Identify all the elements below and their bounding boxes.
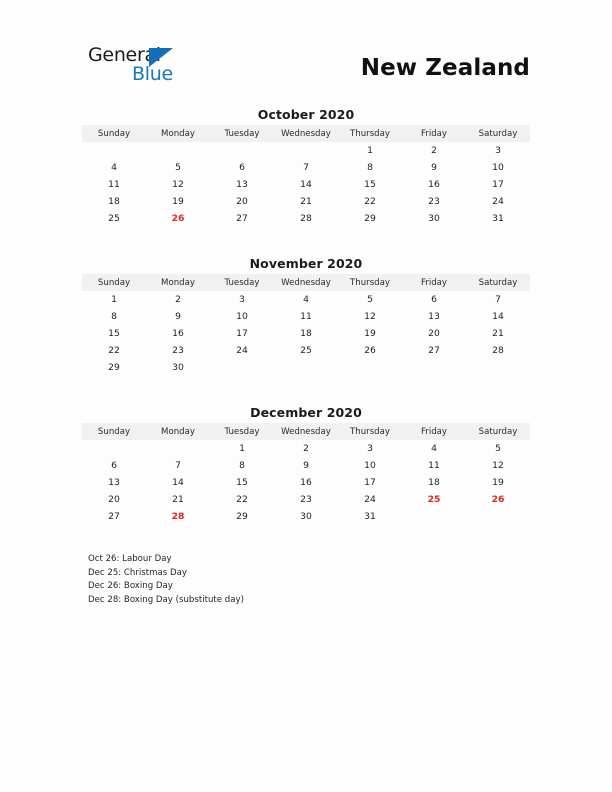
calendar-day: 25 xyxy=(108,213,120,224)
calendar-day-empty xyxy=(274,142,338,159)
calendar-day: 18 xyxy=(300,328,312,339)
calendar-day: 10 xyxy=(492,162,504,173)
calendar-day-empty xyxy=(146,142,210,159)
logo-text-general: General xyxy=(88,44,161,66)
weekday-header-saturday: Saturday xyxy=(466,125,530,142)
calendar-day: 6 xyxy=(111,460,117,471)
calendar-day: 1 xyxy=(367,145,373,156)
calendar-day: 29 xyxy=(236,511,248,522)
holiday-note: Dec 26: Boxing Day xyxy=(88,581,173,592)
calendar-day: 13 xyxy=(236,179,248,190)
calendar-day: 27 xyxy=(428,345,440,356)
calendar-day: 16 xyxy=(428,179,440,190)
calendar-day: 20 xyxy=(236,196,248,207)
calendar-day: 8 xyxy=(367,162,373,173)
calendar-day: 14 xyxy=(172,477,184,488)
calendar-day: 28 xyxy=(492,345,504,356)
calendar-day: 5 xyxy=(495,443,501,454)
calendar-day: 27 xyxy=(236,213,248,224)
calendar-day: 10 xyxy=(236,311,248,322)
page-header xyxy=(0,0,612,100)
weekday-header-thursday: Thursday xyxy=(338,423,402,440)
calendar-day: 15 xyxy=(108,328,120,339)
calendar-table-october xyxy=(82,125,530,227)
calendar-day-empty xyxy=(146,440,210,457)
calendar-day: 30 xyxy=(172,362,184,373)
calendar-day: 17 xyxy=(492,179,504,190)
weekday-header-row xyxy=(82,274,530,291)
weekday-header-monday: Monday xyxy=(146,274,210,291)
calendar-day: 31 xyxy=(364,511,376,522)
calendar-day: 17 xyxy=(236,328,248,339)
month-title: November 2020 xyxy=(249,256,363,271)
calendar-day: 2 xyxy=(303,443,309,454)
calendar-week-row xyxy=(82,508,530,525)
calendar-day: 24 xyxy=(364,494,376,505)
calendar-week-row xyxy=(82,193,530,210)
calendar-day: 17 xyxy=(364,477,376,488)
calendar-day: 5 xyxy=(367,294,373,305)
calendar-day: 12 xyxy=(172,179,184,190)
calendar-day-empty xyxy=(210,359,274,376)
calendar-day: 27 xyxy=(108,511,120,522)
calendar-week-row xyxy=(82,291,530,308)
calendar-week-row xyxy=(82,210,530,227)
calendar-day: 21 xyxy=(492,328,504,339)
calendar-day-empty xyxy=(210,142,274,159)
calendar-day: 19 xyxy=(492,477,504,488)
month-block-october xyxy=(82,106,530,227)
weekday-header-sunday: Sunday xyxy=(82,274,146,291)
calendar-day: 13 xyxy=(428,311,440,322)
weekday-header-thursday: Thursday xyxy=(338,274,402,291)
calendar-day: 14 xyxy=(300,179,312,190)
calendar-day: 7 xyxy=(175,460,181,471)
calendar-day-holiday: 26 xyxy=(491,494,505,505)
weekday-header-wednesday: Wednesday xyxy=(274,125,338,142)
calendar-day: 12 xyxy=(364,311,376,322)
calendar-day: 19 xyxy=(172,196,184,207)
month-block-november xyxy=(82,255,530,376)
calendar-body xyxy=(82,142,530,227)
calendar-day: 3 xyxy=(495,145,501,156)
calendar-day: 5 xyxy=(175,162,181,173)
calendar-day: 1 xyxy=(111,294,117,305)
calendar-day: 23 xyxy=(428,196,440,207)
weekday-header-friday: Friday xyxy=(402,423,466,440)
calendar-day: 31 xyxy=(492,213,504,224)
holiday-note: Oct 26: Labour Day xyxy=(88,554,172,564)
calendar-day: 7 xyxy=(303,162,309,173)
weekday-header-monday: Monday xyxy=(146,423,210,440)
calendar-day: 23 xyxy=(300,494,312,505)
weekday-header-friday: Friday xyxy=(402,125,466,142)
calendar-day: 18 xyxy=(428,477,440,488)
calendar-day: 7 xyxy=(495,294,501,305)
calendar-day-empty xyxy=(466,359,530,376)
weekday-header-saturday: Saturday xyxy=(466,423,530,440)
calendar-day: 6 xyxy=(239,162,245,173)
calendar-day: 10 xyxy=(364,460,376,471)
calendar-day: 20 xyxy=(108,494,120,505)
calendar-week-row xyxy=(82,474,530,491)
holiday-note: Dec 28: Boxing Day (substitute day) xyxy=(88,594,244,605)
calendar-day: 15 xyxy=(236,477,248,488)
calendar-week-row xyxy=(82,457,530,474)
weekday-header-row xyxy=(82,125,530,142)
calendar-day: 13 xyxy=(108,477,120,488)
calendar-day-empty xyxy=(402,359,466,376)
month-title: October 2020 xyxy=(257,107,355,122)
calendar-day: 12 xyxy=(492,460,504,471)
weekday-header-row xyxy=(82,423,530,440)
calendar-table-november xyxy=(82,274,530,376)
calendar-day: 20 xyxy=(428,328,440,339)
calendar-day: 18 xyxy=(108,196,120,207)
calendar-day: 9 xyxy=(175,311,181,322)
calendar-day: 8 xyxy=(239,460,245,471)
calendar-day-holiday: 26 xyxy=(171,213,185,224)
calendar-day-holiday: 28 xyxy=(171,511,185,522)
calendar-week-row xyxy=(82,308,530,325)
weekday-header-thursday: Thursday xyxy=(338,125,402,142)
calendar-day: 4 xyxy=(303,294,309,305)
calendar-day: 26 xyxy=(364,345,376,356)
calendar-day: 14 xyxy=(492,311,504,322)
calendar-day: 29 xyxy=(108,362,120,373)
holiday-notes-list xyxy=(88,553,448,607)
calendar-week-row xyxy=(82,440,530,457)
calendar-day-empty xyxy=(82,440,146,457)
calendar-day: 8 xyxy=(111,311,117,322)
weekday-header-friday: Friday xyxy=(402,274,466,291)
holiday-note: Dec 25: Christmas Day xyxy=(88,567,187,578)
weekday-header-wednesday: Wednesday xyxy=(274,423,338,440)
calendar-day: 22 xyxy=(236,494,248,505)
page-title: New Zealand xyxy=(360,55,530,81)
calendar-day: 16 xyxy=(300,477,312,488)
calendar-day: 2 xyxy=(175,294,181,305)
calendar-week-row xyxy=(82,491,530,508)
calendar-day: 28 xyxy=(300,213,312,224)
calendar-day: 15 xyxy=(364,179,376,190)
calendar-day: 11 xyxy=(108,179,120,190)
calendar-day-empty xyxy=(338,359,402,376)
calendar-day: 24 xyxy=(492,196,504,207)
calendar-day: 4 xyxy=(111,162,117,173)
calendar-day: 19 xyxy=(364,328,376,339)
calendar-day-empty xyxy=(402,508,466,525)
calendar-day: 24 xyxy=(236,345,248,356)
calendar-week-row xyxy=(82,325,530,342)
calendar-body xyxy=(82,440,530,525)
calendar-day: 11 xyxy=(428,460,440,471)
calendar-day: 1 xyxy=(239,443,245,454)
calendar-day: 3 xyxy=(239,294,245,305)
calendar-week-row xyxy=(82,142,530,159)
weekday-header-tuesday: Tuesday xyxy=(210,423,274,440)
calendar-day: 30 xyxy=(428,213,440,224)
calendar-body xyxy=(82,291,530,376)
calendar-day-holiday: 25 xyxy=(427,494,441,505)
calendar-day: 11 xyxy=(300,311,312,322)
calendar-day: 22 xyxy=(108,345,120,356)
weekday-header-sunday: Sunday xyxy=(82,423,146,440)
calendar-table-december xyxy=(82,423,530,525)
calendar-day-empty xyxy=(82,142,146,159)
weekday-header-saturday: Saturday xyxy=(466,274,530,291)
logo-text-blue: Blue xyxy=(132,63,173,85)
calendar-day-empty xyxy=(274,359,338,376)
month-block-december xyxy=(82,404,530,525)
calendar-day: 4 xyxy=(431,443,437,454)
weekday-header-tuesday: Tuesday xyxy=(210,274,274,291)
calendar-day: 9 xyxy=(303,460,309,471)
calendar-day: 25 xyxy=(300,345,312,356)
calendar-week-row xyxy=(82,359,530,376)
calendar-day: 23 xyxy=(172,345,184,356)
weekday-header-wednesday: Wednesday xyxy=(274,274,338,291)
calendar-day: 16 xyxy=(172,328,184,339)
month-title: December 2020 xyxy=(250,405,362,420)
calendar-day: 2 xyxy=(431,145,437,156)
calendar-week-row xyxy=(82,159,530,176)
weekday-header-tuesday: Tuesday xyxy=(210,125,274,142)
calendar-day: 6 xyxy=(431,294,437,305)
calendar-day: 21 xyxy=(300,196,312,207)
calendar-day: 29 xyxy=(364,213,376,224)
calendar-day: 22 xyxy=(364,196,376,207)
calendar-week-row xyxy=(82,342,530,359)
calendar-day: 30 xyxy=(300,511,312,522)
calendar-day: 9 xyxy=(431,162,437,173)
calendar-day: 3 xyxy=(367,443,373,454)
general-blue-logo xyxy=(88,44,198,90)
calendar-day-empty xyxy=(466,508,530,525)
weekday-header-sunday: Sunday xyxy=(82,125,146,142)
calendar-day: 21 xyxy=(172,494,184,505)
calendar-week-row xyxy=(82,176,530,193)
weekday-header-monday: Monday xyxy=(146,125,210,142)
